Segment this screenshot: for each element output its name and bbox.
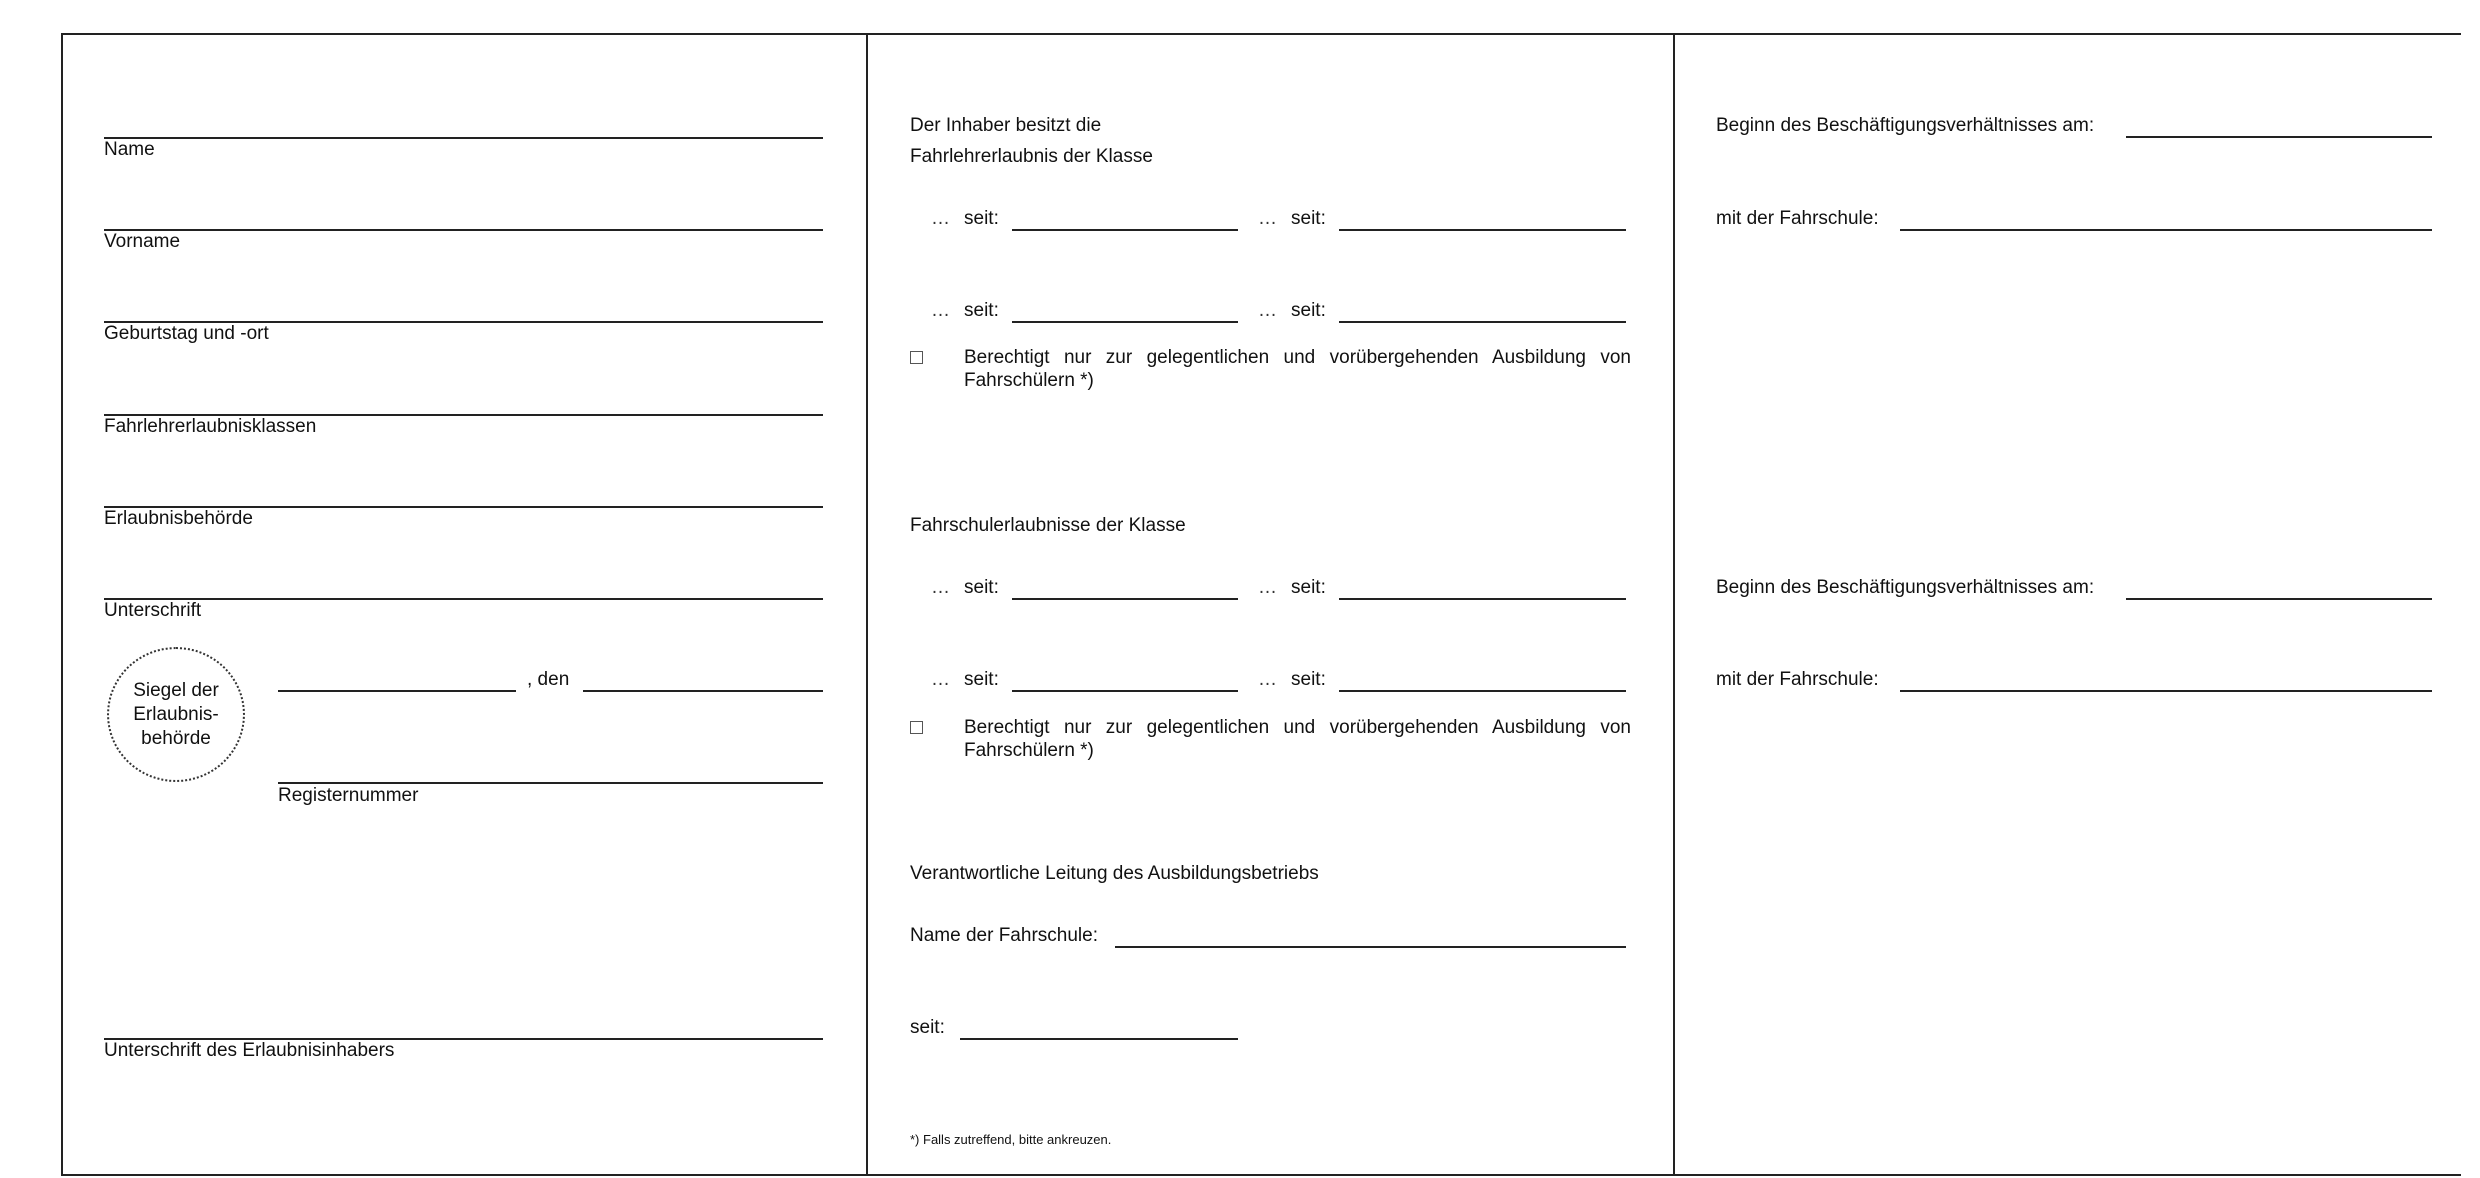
holder-signature-label: Unterschrift des Erlaubnisinhabers <box>104 1040 395 1061</box>
seit-label: seit: <box>1291 208 1326 229</box>
school-line[interactable] <box>1900 690 2432 692</box>
date-field-line[interactable] <box>1339 321 1626 323</box>
since-line[interactable] <box>960 1038 1238 1040</box>
employment-start-line[interactable] <box>2126 598 2432 600</box>
seit-label: seit: <box>964 300 999 321</box>
panel-divider-1 <box>866 33 868 1176</box>
school-permits-heading: Fahrschulerlaubnisse der Klasse <box>910 515 1186 536</box>
birth-label: Geburtstag und -ort <box>104 323 269 344</box>
seal-circle <box>107 647 245 782</box>
signature-label: Unterschrift <box>104 600 202 621</box>
school-label: mit der Fahrschule: <box>1716 669 1879 690</box>
date-field-line[interactable] <box>1012 321 1238 323</box>
place-line[interactable] <box>278 690 516 692</box>
authority-label: Erlaubnisbehörde <box>104 508 253 529</box>
den-label: , den <box>527 669 570 690</box>
restriction-checkbox[interactable] <box>910 721 923 734</box>
seit-label: seit: <box>1291 669 1326 690</box>
management-heading: Verantwortliche Leitung des Ausbildungsbetriebs <box>910 863 1319 884</box>
seit-label: seit: <box>964 669 999 690</box>
register-line[interactable] <box>278 782 823 784</box>
holder-heading-line2: Fahrlehrerlaubnis der Klasse <box>910 146 1153 167</box>
date-field-line[interactable] <box>1339 229 1626 231</box>
holder-heading-line1: Der Inhaber besitzt die <box>910 115 1102 136</box>
ellipsis: … <box>931 669 950 690</box>
ellipsis: … <box>1258 669 1277 690</box>
school-label: mit der Fahrschule: <box>1716 208 1879 229</box>
seal-text: Siegel der Erlaubnis-behörde <box>133 679 219 749</box>
seit-label: seit: <box>1291 577 1326 598</box>
seit-label: seit: <box>1291 300 1326 321</box>
restriction-checkbox[interactable] <box>910 351 923 364</box>
employment-start-label: Beginn des Beschäftigungsverhältnisses am: <box>1716 577 2095 598</box>
since-label: seit: <box>910 1017 945 1038</box>
panel-divider-2 <box>1673 33 1675 1176</box>
date-field-line[interactable] <box>1012 690 1238 692</box>
date-field-line[interactable] <box>1339 598 1626 600</box>
name-label: Name <box>104 139 155 160</box>
footnote: *) Falls zutreffend, bitte ankreuzen. <box>910 1132 1112 1147</box>
school-line[interactable] <box>1900 229 2432 231</box>
signature-line[interactable] <box>104 598 823 600</box>
ellipsis: … <box>1258 577 1277 598</box>
date-line[interactable] <box>583 690 823 692</box>
ellipsis: … <box>1258 300 1277 321</box>
name-line[interactable] <box>104 137 823 139</box>
seit-label: seit: <box>964 577 999 598</box>
first-name-label: Vorname <box>104 231 181 252</box>
restriction-text: Berechtigt nur zur gelegentlichen und vorübergehenden Ausbildung von Fahrschülern *) <box>964 347 1631 391</box>
license-classes-label: Fahrlehrerlaubnisklassen <box>104 416 317 437</box>
date-field-line[interactable] <box>1339 690 1626 692</box>
employment-start-label: Beginn des Beschäftigungsverhältnisses am: <box>1716 115 2095 136</box>
first-name-line[interactable] <box>104 229 823 231</box>
seit-label: seit: <box>964 208 999 229</box>
school-name-label: Name der Fahrschule: <box>910 925 1098 946</box>
date-field-line[interactable] <box>1012 598 1238 600</box>
ellipsis: … <box>1258 208 1277 229</box>
ellipsis: … <box>931 577 950 598</box>
register-label: Registernummer <box>278 785 419 806</box>
restriction-text: Berechtigt nur zur gelegentlichen und vorübergehenden Ausbildung von Fahrschülern *) <box>964 717 1631 761</box>
document-frame <box>61 33 2461 1176</box>
school-name-line[interactable] <box>1115 946 1626 948</box>
employment-start-line[interactable] <box>2126 136 2432 138</box>
ellipsis: … <box>931 300 950 321</box>
ellipsis: … <box>931 208 950 229</box>
date-field-line[interactable] <box>1012 229 1238 231</box>
